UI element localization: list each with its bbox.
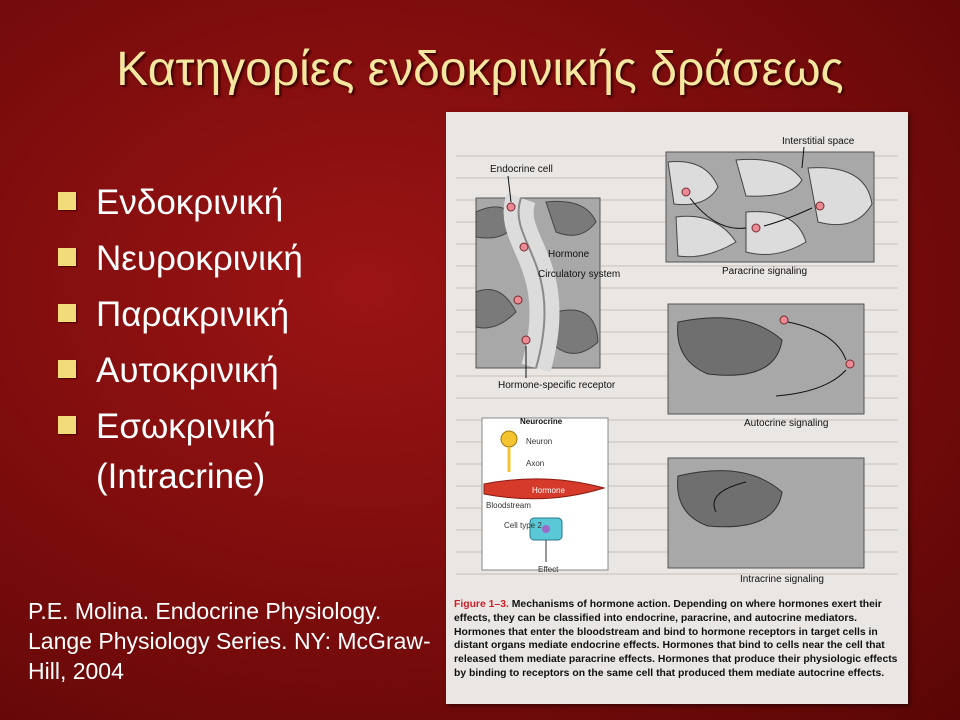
bullet-label: Εσωκρινική xyxy=(96,407,276,446)
bullet-item-autocrine xyxy=(58,343,438,399)
bullet-item-paracrine xyxy=(58,287,438,343)
bullet-label: Παρακρινική xyxy=(96,295,290,334)
label-interstitial-space: Interstitial space xyxy=(782,136,855,147)
label-hormone-specific-receptor: Hormone-specific receptor xyxy=(498,380,616,391)
label-paracrine-signaling: Paracrine signaling xyxy=(722,266,808,277)
bullet-item-intracrine xyxy=(58,399,438,505)
bullet-label: Αυτοκρινική xyxy=(96,351,279,390)
label-intracrine-signaling: Intracrine signaling xyxy=(740,574,824,585)
paracrine-panel xyxy=(666,152,874,262)
bullet-list xyxy=(58,175,438,505)
endocrine-panel xyxy=(476,198,600,368)
bullet-sublabel: (Intracrine) xyxy=(96,457,266,496)
intracrine-panel xyxy=(668,458,864,568)
bullet-square-icon xyxy=(58,416,76,434)
label-axon: Axon xyxy=(526,459,545,468)
label-autocrine-signaling: Autocrine signaling xyxy=(744,418,829,429)
hormone-action-figure xyxy=(446,112,908,704)
autocrine-panel xyxy=(668,304,864,414)
label-bloodstream: Bloodstream xyxy=(486,501,531,510)
label-hormone-in-blood: Hormone xyxy=(532,486,565,495)
caption-text: Mechanisms of hormone action. Depending on where hormones exert their effects, they can be classified into endocrine, paracrine, and autocrine mediators. Hormones that enter the bloodstream and bind to hormone receptors in target cells in distant organs mediate endocrine effects. Hormones that bind to cells near the cell that released them mediate paracrine effects. Hormones that produce their physiologic effects by binding to receptors on the same cell that produced them mediate autocrine effects. xyxy=(454,599,898,679)
bullet-item-neurocrine xyxy=(58,231,438,287)
label-hormone: Hormone xyxy=(548,249,590,260)
bullet-label: Νευροκρινική xyxy=(96,239,303,278)
figure-svg xyxy=(446,112,908,704)
bullet-label: Ενδοκρινική xyxy=(96,183,284,222)
label-endocrine-cell: Endocrine cell xyxy=(490,164,553,175)
bullet-square-icon xyxy=(58,248,76,266)
caption-label: Figure 1–3. xyxy=(454,599,509,610)
bullet-item-endocrine xyxy=(58,175,438,231)
bullet-square-icon xyxy=(58,192,76,210)
label-circulatory-system: Circulatory system xyxy=(538,269,621,280)
label-cell-type-2: Cell type 2 xyxy=(504,521,542,530)
bullet-square-icon xyxy=(58,360,76,378)
bullet-square-icon xyxy=(58,304,76,322)
slide-title: Κατηγορίες ενδοκρινικής δράσεως xyxy=(116,43,844,96)
figure-caption-wrap xyxy=(454,598,900,702)
label-neuron: Neuron xyxy=(526,437,553,446)
label-effect: Effect xyxy=(538,565,559,574)
label-neurocrine: Neurocrine xyxy=(520,417,563,426)
citation: P.E. Molina. Endocrine Physiology. Lange Physiology Series. NY: McGraw-Hill, 2004 xyxy=(28,598,431,684)
